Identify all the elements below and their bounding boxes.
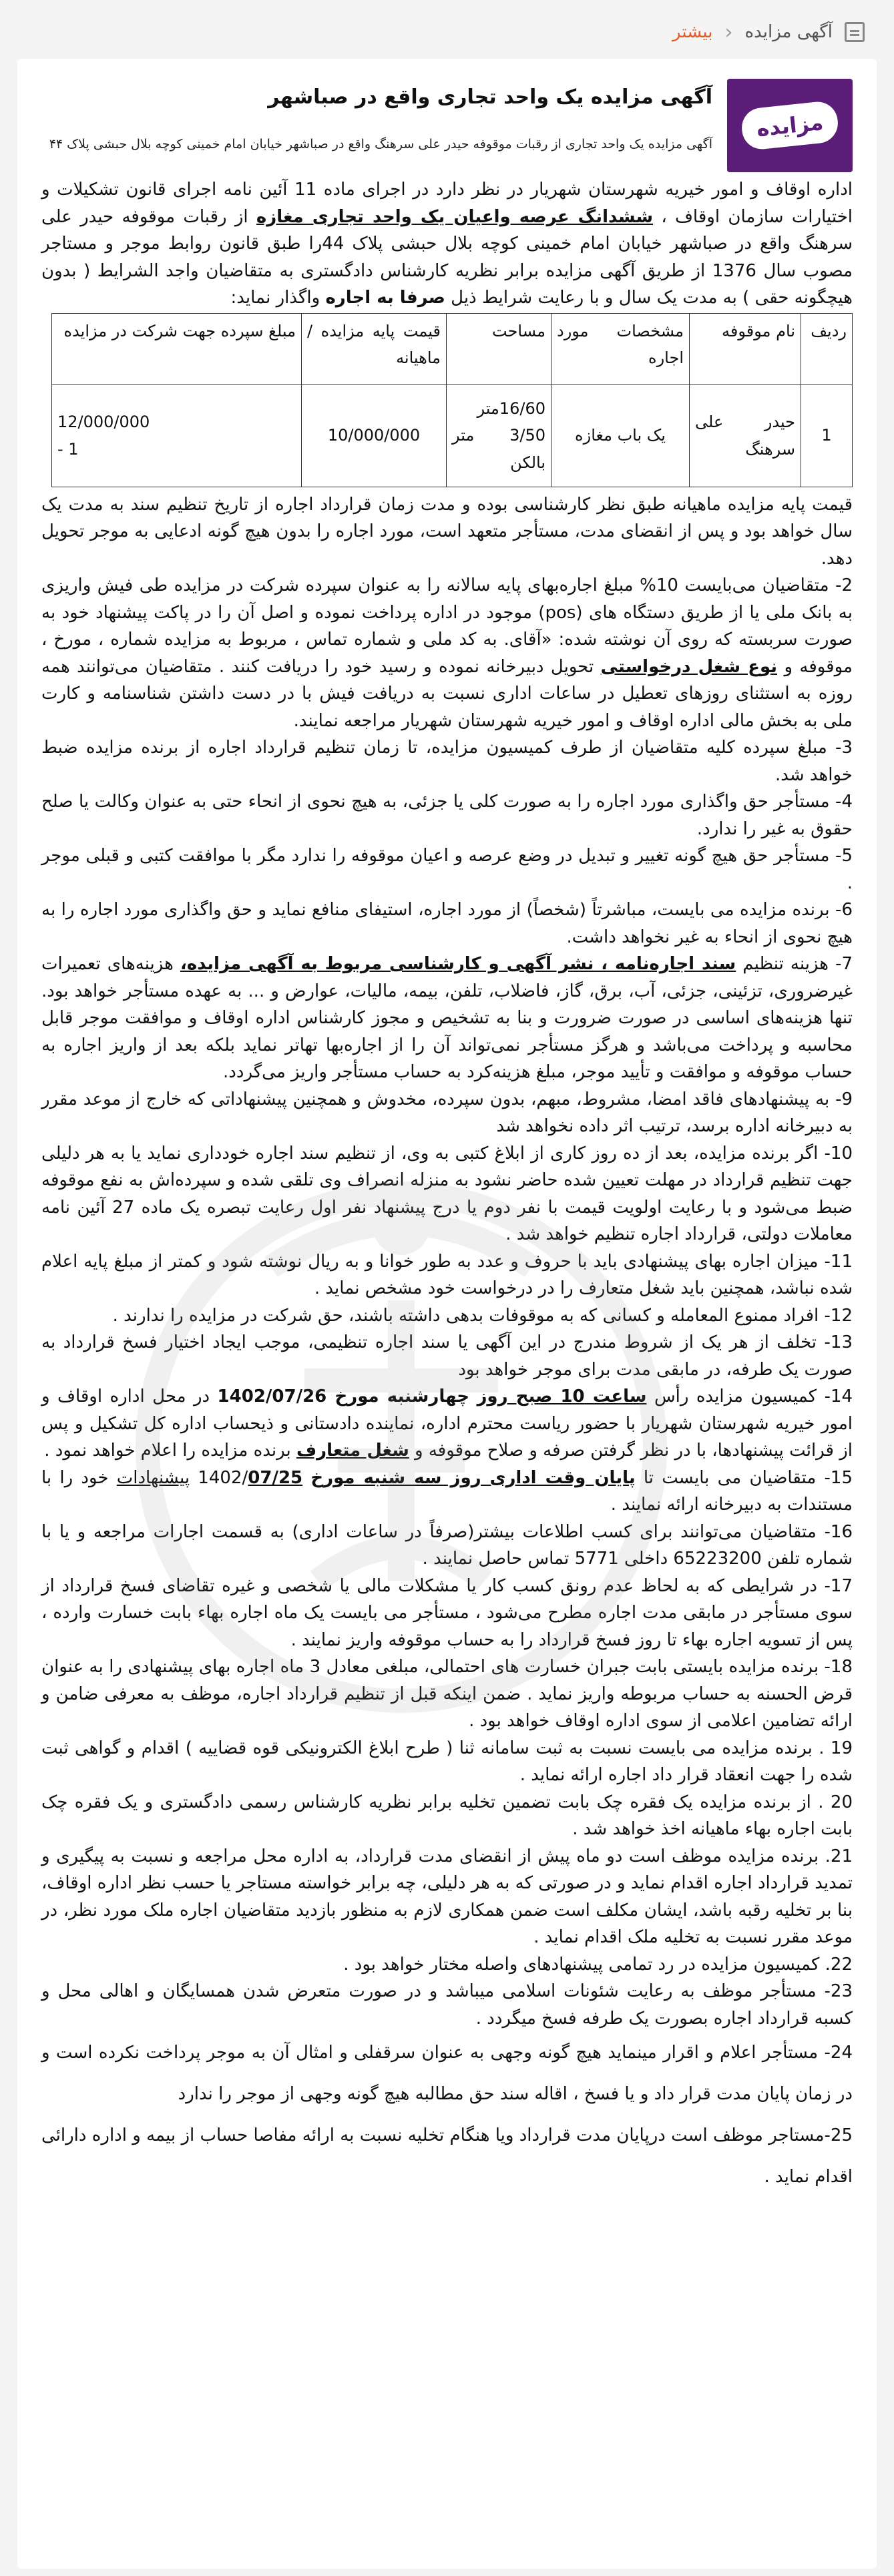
clause-25: 25-مستاجر موظف است درپایان مدت قرارداد ویا هنگام تخلیه نسبت به ارائه مفاصا حساب از بیمه و اداره دارائی اقدام نماید .	[41, 2125, 853, 2187]
header	[41, 79, 853, 172]
auction-table	[51, 313, 853, 487]
intro-paragraph: اداره اوقاف و امور خیریه شهرستان شهریار در نظر دارد در اجرای ماده 11 آئین نامه اجرای قانون تشکیلات و اختیارات سازمان اوقاف ، ششدانگ عرصه واعیان یک واحد تجاری مغازه از رقبات موقوفه حیدر علی سرهنگ واقع در صباشهر خیابان امام خمینی کوچه بلال حبشی پلاک 44را طبق قانون روابط موجر و مستاجر مصوب سال 1376 از طریق آگهی مزایده برابر نظریه کارشناس دادگستری به متقاضیان واجد الشرایط ( بدون هیچگونه حقی ) به مدت یک سال و با رعایت شرایط ذیل صرفا به اجاره واگذار نماید:	[41, 180, 853, 308]
table-header: مبلغ سپرده جهت شرکت در مزایده	[52, 313, 302, 384]
clause-24: 24- مستأجر اعلام و اقرار مینماید هیچ گونه وجهی به عنوان سرقفلی و امثال آن به موجر پرداخت نکرده است و در زمان پایان مدت قرار داد و یا فسخ ، اقاله سند حق مطالبه هیچ گونه وجهی از موجر را ندارد	[41, 2043, 853, 2104]
clause-19: 19 . برنده مزایده می بایست نسبت به ثبت سامانه ثنا ( طرح ابلاغ الکترونیکی قوه قضاییه ) اقدام و گواهی ثبت شده را جهت انعقاد قرار داد اجاره ارائه نماید .	[41, 1738, 853, 1785]
table-row	[52, 384, 853, 487]
clause-11: 11- میزان اجاره بهای پیشنهادی باید با حروف و عدد به طور خوانا و به ریال نوشته شود و کمتر از مبلغ پایه اعلام شده نباشد، همچنین باید شغل متعارف را در درخواست خود مشخص نماید .	[41, 1251, 853, 1298]
clause-17: 17- در شرایطی که به لحاظ عدم رونق کسب کار یا مشکلات مالی یا شخصی و غیره تقاضای فسخ قرارداد از سوی مستأجر در مابقی مدت اجاره مطرح می‌شود ، مستأجر می بایست یک ماه اجاره بهاء بابت خسارت وارده ، پس از تسویه اجاره بهاء تا روز فسخ قرارداد را به حساب موقوفه واریز نمایند .	[41, 1575, 853, 1650]
ad-icon	[845, 22, 865, 42]
table-cell: 10/000/000	[302, 384, 447, 487]
clause-15: 15- متقاضیان می بایست تا پایان وقت اداری روز سه شنبه مورخ 1402/07/25 پیشنهادات خود را با مستندات به دبیرخانه ارائه نمایند .	[41, 1467, 853, 1515]
logo-text: مزایده	[740, 100, 840, 152]
clause-13: 13- تخلف از هر یک از شروط مندرج در این آگهی یا سند اجاره تنظیمی، موجب ایجاد اختیار فسخ قرارداد به صورت یک طرفه، در مابقی مدت برای موجر خواهد بود	[41, 1332, 853, 1380]
clause-12: 12- افراد ممنوع المعامله و کسانی که به موقوفات بدهی داشته باشند، حق شرکت در مزایده را ندارند .	[112, 1305, 853, 1326]
clause-18: 18- برنده مزایده بایستی بابت جبران خسارت های احتمالی، مبلغی معادل 3 ماه اجاره بهای پیشنهادی را به عنوان قرض الحسنه به حساب مربوطه واریز نماید . ضمن اینکه قبل از تنظیم قرارداد اجاره، موظف به معرفی ضامن و ارائه تضامین اعلامی از سوی اداره اوقاف خواهد بود .	[41, 1657, 853, 1731]
intro-property: ششدانگ عرصه واعیان یک واحد تجاری مغازه	[256, 206, 654, 227]
table-header: ردیف	[801, 313, 853, 384]
table-cell: 1	[801, 384, 853, 487]
table-header: مساحت	[447, 313, 551, 384]
clause-3: 3- مبلغ سپرده کلیه متقاضیان از طرف کمیسیون مزایده، تا زمان تنظیم قرارداد اجاره از برنده مزایده ضبط خواهد شد.	[41, 738, 853, 785]
page-subtitle: آگهی مزایده یک واحد تجاری از رقبات موقوفه حیدر علی سرهنگ واقع در صباشهر خیابان امام خمینی کوچه بلال حبشی پلاک ۴۴	[49, 137, 712, 152]
clause-10: 10- اگر برنده مزایده، بعد از ده روز کاری از ابلاغ کتبی به وی، از تنظیم سند اجاره خودداری نماید یا به هر دلیلی جهت تنظیم قرارداد در مهلت تعیین شده حاضر نشود به منزله انصراف وی تلقی شده و سپرده‌اش به نفع موقوفه ضبط می‌شود و با رعایت اولویت قیمت با نفر دوم یا درج پیشنهاد نفر اول رعایت تبصره یک ماده 27 آئین نامه معاملات دولتی، قرارداد اجاره تنظیم خواهد شد .	[41, 1143, 853, 1244]
clause-7: 7- هزینه تنظیم سند اجاره‌نامه ، نشر آگهی و کارشناسی مربوط به آگهی مزایده، هزینه‌های تعمیرات غیرضروری، تزئینی، جزئی، آب، برق، گاز، فاضلاب، تلفن، بیمه، مالیات، عوارض و ... به عهده مستأجر خواهد بود. تنها هزینه‌های اساسی در صورت ضرورت و بنا به تشخیص و مجوز کارشناس اداره اوقاف و موافقت موجر قابل محاسبه و پرداخت می‌باشد و هرگز مستأجر نمی‌تواند آن را از اجاره‌بها تهاتر نماید بلکه بعد از واریز اجاره به حساب موقوفه و موافقت و تأیید موجر، مبلغ هزینه‌کرد به حساب مستأجر واریز می‌گردد.	[41, 954, 853, 1082]
table-cell: 16/60متر 3/50 متر بالکن	[447, 384, 551, 487]
clause-6: 6- برنده مزایده می بایست، مباشرتاً (شخصاً) از مورد اجاره، استیفای منافع نماید و حق واگذاری مورد اجاره را به هیچ نحوی از انحاء به غیر نخواهد داشت.	[41, 900, 853, 947]
clause-14: 14- کمیسیون مزایده رأس ساعت 10 صبح روز چهارشنبه مورخ 1402/07/26 در محل اداره اوقاف و امور خیریه شهرستان شهریار با حضور ریاست محترم اداره، نماینده دادستانی و ذیحساب اداره کل تشکیل و پس از قرائت پیشنهادها، با در نظر گرفتن صرفه و صلاح موقوفه و شغل متعارف برنده مزایده را اعلام خواهد نمود .	[41, 1386, 853, 1461]
announcement-body	[41, 176, 853, 2198]
breadcrumb-more-link[interactable]: بیشتر	[672, 22, 713, 42]
clause-9: 9- به پیشنهادهای فاقد امضا، مشروط، مبهم، بدون سپرده، مخدوش و همچنین پیشنهاداتی که خارج از موعد مقرر به دبیرخانه اداره برسد، ترتیب اثر داده نخواهد شد	[41, 1089, 853, 1136]
table-cell: حیدر علی سرهنگ	[690, 384, 801, 487]
clause-5: 5- مستأجر حق هیچ گونه تغییر و تبدیل در وضع عرصه و اعیان موقوفه را ندارد مگر با موافقت کتبی و قبلی موجر .	[41, 846, 853, 893]
table-note: 1 -	[57, 439, 79, 459]
clause-21: 21. برنده مزایده موظف است دو ماه پیش از انقضای مدت قرارداد، به اداره محل مراجعه و نسبت به پیگیری و تمدید قرارداد اجاره اقدام نماید و در صورتی که به هر دلیلی، چه برابر خواسته مستاجر یا حسب نظر اداره اوقاف، بنا بر تخلیه رقبه باشد، ایشان مکلف است ضمن همکاری لازم به منظور بازدید متقاضیان اجاره ملک مورد نظر، در موعد مقرر نسبت به تخلیه ملک اقدام نماید .	[41, 1846, 853, 1947]
table-header: قیمت پایه مزایده /ماهیانه	[302, 313, 447, 384]
table-cell: یک باب مغازه	[551, 384, 690, 487]
page-title: آگهی مزایده یک واحد تجاری واقع در صباشهر	[268, 85, 712, 109]
intro-rent-only: صرفا به اجاره	[325, 288, 445, 308]
auction-card	[17, 59, 877, 2569]
chevron-left-icon: ‹	[724, 20, 733, 44]
table-header: مشخصات مورد اجاره	[551, 313, 690, 384]
auction-logo	[727, 79, 853, 172]
clause-22: 22. کمیسیون مزایده در رد تمامی پیشنهادهای واصله مختار خواهد بود .	[343, 1954, 853, 1975]
clause-23: 23- مستأجر موظف به رعایت شئونات اسلامی میباشد و در صورت متعرض شدن همسایگان و اهالی محل و کسبه قرارداد اجاره بصورت یک طرفه فسخ میگردد .	[41, 1981, 853, 2029]
breadcrumb-home[interactable]: آگهی مزایده	[744, 22, 833, 42]
table-cell: 12/000/000 1 -	[52, 384, 302, 487]
breadcrumb	[0, 0, 894, 64]
clause-1: قیمت پایه مزایده ماهیانه طبق نظر کارشناسی بوده و مدت زمان قرارداد اجاره از تاریخ تنظیم سند به مدت یک سال خواهد بود و پس از انقضای مدت، مستأجر متعهد است، مورد اجاره را بدون هیچ گونه ادعایی به موجر تحویل دهد.	[41, 494, 853, 569]
clause-4: 4- مستأجر حق واگذاری مورد اجاره را به صورت کلی یا جزئی، به هیچ نحوی از انحاء حتی به عنوان وکالت یا صلح حقوق به غیر را ندارد.	[41, 792, 853, 839]
clause-16: 16- متقاضیان می‌توانند برای کسب اطلاعات بیشتر(صرفاً در ساعات اداری) به قسمت اجارات مراجعه و یا با شماره تلفن 65223200 داخلی 5771 تماس حاصل نمایند .	[41, 1521, 853, 1569]
table-header: نام موقوفه	[690, 313, 801, 384]
clause-2: 2- متقاضیان می‌بایست 10% مبلغ اجاره‌بهای پایه سالانه را به عنوان سپرده شرکت در مزایده طی فیش واریزی به بانک ملی یا از طریق دستگاه های (pos) موجود در اداره پرداخت نموده و اصل آن را در پاکت پیشنهاد خود به صورت سربسته که روی آن نوشته شده: «آقای. به کد ملی و شماره تماس ، مربوط به مزایده شماره ، مورخ ، موقوفه و نوع شغل درخواستی تحویل دبیرخانه نموده و رسید خود را دریافت کنند . متقاضیان می‌توانند همه روزه به استثنای روزهای تعطیل در ساعات اداری نسبت به دریافت فیش با در دست داشتن شناسنامه و کارت ملی به بخش مالی اداره اوقاف و امور خیریه شهرستان شهریار مراجعه نمایند.	[41, 575, 853, 731]
clause-20: 20 . از برنده مزایده یک فقره چک بابت تضمین تخلیه برابر نظریه کارشناس رسمی دادگستری و یک فقره چک بابت اجاره بهاء ماهیانه اخذ خواهد شد .	[41, 1792, 853, 1839]
